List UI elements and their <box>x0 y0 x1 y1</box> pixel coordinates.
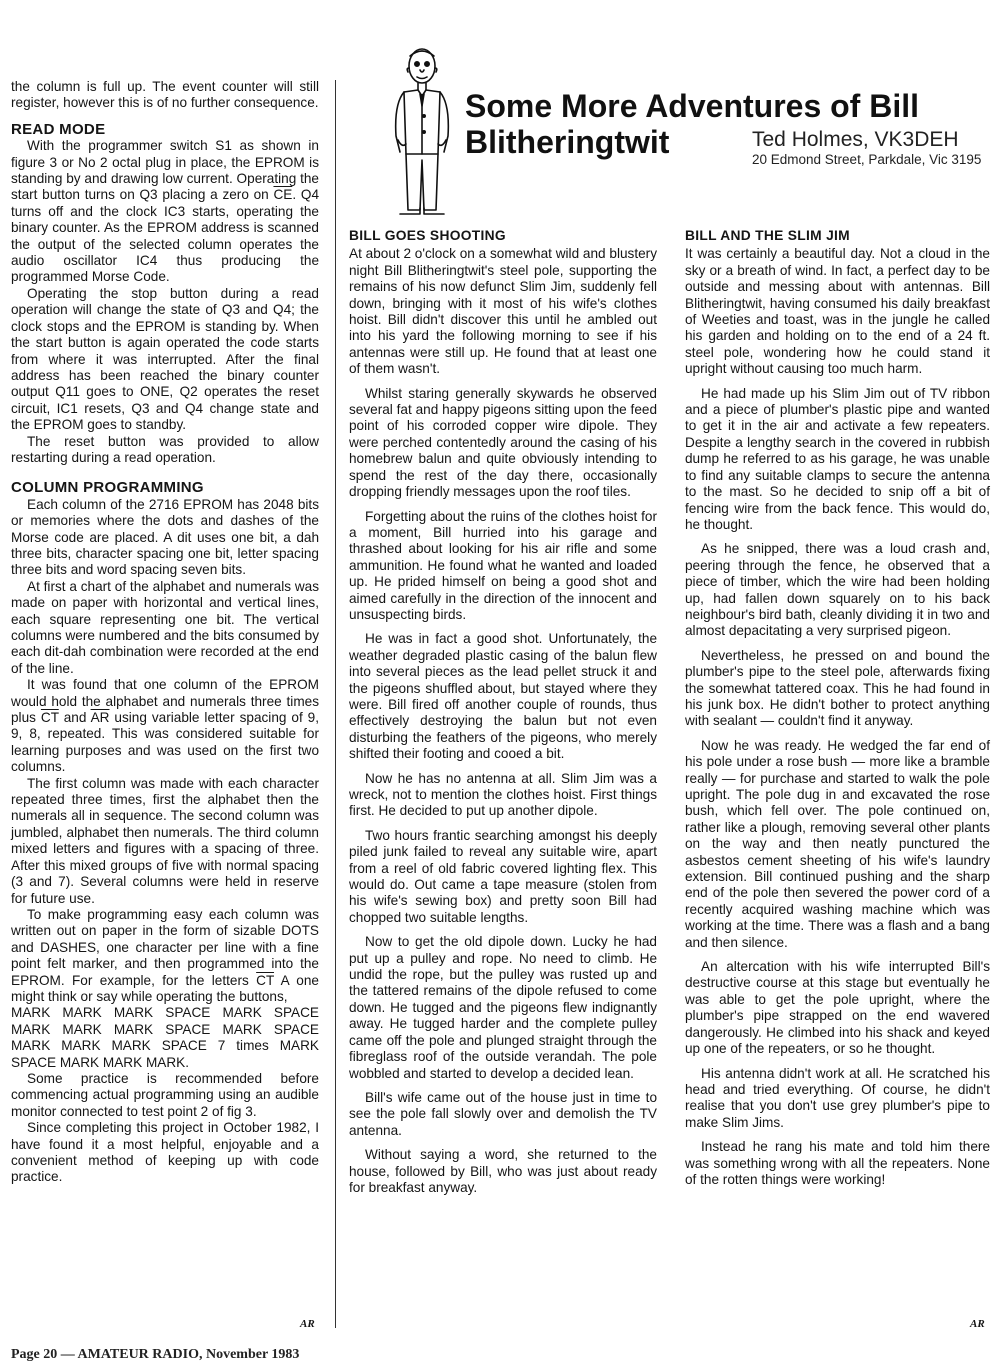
paragraph: Now he has no antenna at all. Slim Jim was a wreck, not to mention the clothes hoist. First things first. He decided to put up another dipole. <box>349 770 657 819</box>
paragraph: He was in fact a good shot. Unfortunately, the weather degraded plastic casing of the balun flew into several pieces as the lead pellet struck it and the pigeons shuffled about, but stayed where they were. Bill fired off another couple of rounds, thus effectively destroying the balun but not even disturbing the feathers of the pigeons, who merely shifted their footing and cooed a bit. <box>349 631 657 762</box>
paragraph: The reset button was provided to allow restarting during a read operation. <box>11 433 319 465</box>
paragraph: Operating the stop button during a read operation will change the state of Q3 and Q4; the clock stops and the EPROM is standing by. When the start button is again operated the code starts from where it was interrupted. After the final address has been reached the binary counter output Q11 goes to ONE, Q2 operates the reset circuit, IC1 resets, Q3 and Q4 change state and the EPROM goes to standby. <box>11 285 319 433</box>
paragraph: Some practice is recommended before commencing actual programming using an audible monitor connected to test point 2 of fig 3. <box>11 1070 319 1119</box>
paragraph: Forgetting about the ruins of the clothes hoist for a moment, Bill hurried into his garage and thrashed about looking for his air rifle and some ammunition. He found what he wanted and loaded up. He prided himself on being a good shot and aimed carefully in the direction of the innocent and unsuspecting birds. <box>349 508 657 622</box>
paragraph: At first a chart of the alphabet and numerals was made on paper with horizontal and vertical lines, each square representing one bit. The vertical columns were numbered and the bits consumed by each dit-dah combination were recorded at the end of the line. <box>11 578 319 676</box>
paragraph: Two hours frantic searching amongst his deeply piled junk failed to reveal any suitable wire, apart from a reel of old fabric covered lighting flex. This would do. Out came a tape measure (stolen from his wife's sewing box) and pretty soon Bill had chopped two suitable lengths. <box>349 827 657 925</box>
article-title: Some More Adventures of Bill Blitheringtwit <box>465 88 919 160</box>
paragraph: Since completing this project in October 1982, I have found it a most helpful, enjoyable and a convenient method of keeping up with code practice. <box>11 1120 319 1185</box>
author-address: 20 Edmond Street, Parkdale, Vic 3195 <box>752 152 982 167</box>
author-name: Ted Holmes, VK3DEH <box>752 128 959 151</box>
paragraph: Instead he rang his mate and told him there was something wrong with all the repeaters. None of the rotten things were working! <box>685 1139 990 1187</box>
paragraph: MARK MARK MARK SPACE MARK SPACE MARK MARK MARK SPACE MARK SPACE MARK MARK MARK SPACE 7 times MARK SPACE MARK MARK MARK. <box>11 1005 319 1070</box>
end-mark: AR <box>970 1318 985 1330</box>
page-footer: Page 20 — AMATEUR RADIO, November 1983 <box>11 1347 300 1362</box>
section-heading-column-programming: COLUMN PROGRAMMING <box>11 479 204 497</box>
paragraph: It was found that one column of the EPROM would hold the alphabet and numerals three times plus $\overline{CT}$ and $\overline{AR}$ using variable letter spacing of 9, 9, 8, repeated. This was considered suitable for learning purposes and was used on the first two columns. <box>11 677 320 775</box>
paragraph: Whilst staring generally skywards he observed several fat and happy pigeons sitting upon the feed point of his corroded copper wire dipole. They were perched contentedly around the casing of his homebrew balun and quite obviously intending to spend the rest of the day there, occasionally dropping friendly messages upon the roof tiles. <box>349 385 657 500</box>
paragraph: Bill's wife came out of the house just in time to see the pole fall slowly over and demolish the TV antenna. <box>349 1089 657 1138</box>
end-mark: AR <box>300 1318 315 1330</box>
paragraph: His antenna didn't work at all. He scratched his head and tried everything. Of course, he didn't realise that you don't use grey plumber's pipe to make Slim Jims. <box>685 1065 990 1130</box>
paragraph: Without saying a word, she returned to the house, followed by Bill, who was just about ready for breakfast anyway. <box>349 1147 657 1195</box>
paragraph: An altercation with his wife interrupted Bill's destructive course at this stage but eventually he was able to get the pole upright, where the plumber's pipe strapped on the end wavered dangerously. He climbed into his shack and keyed up one of the repeaters, or so he thought. <box>685 959 990 1057</box>
section-heading-read-mode: READ MODE <box>11 120 106 138</box>
paragraph: At about 2 o'clock on a somewhat wild and blustery night Bill Blitheringtwit's steel pole, supporting the remains of his now defunct Slim Jim, suddenly fell down, bringing with it most of his wife's clothes hoist. Bill didn't discover this until he ambled out into his yard the following morning to see if his antennas were still up. He found that at least one of them wasn't. <box>349 246 657 377</box>
column-right <box>685 228 990 1188</box>
paragraph: Nevertheless, he pressed on and bound the plumber's pipe to the steel pole, afterwards fixing the somewhat tattered coax. This he had found in his junk box. He didn't bother to protect anything with sealant — couldn't find it anyway. <box>685 647 990 729</box>
paragraph: He had made up his Slim Jim out of TV ribbon and a piece of plumber's plastic pipe and wanted to get it in the air and activate a few repeaters. Despite a lengthy search in the covered in rubbish dump he referred to as his garage, he was unable to find any suitable clamps to secure the antenna to the mast. So he decided to snip off a bit of fencing wire from the back fence. This would do, he thought. <box>685 385 990 532</box>
cartoon-man-illustration <box>380 44 460 220</box>
paragraph: With the programmer switch S1 as shown in figure 3 or No 2 octal plug in place, the EPROM is standing by and drawing low current. Operating the start button turns on Q3 placing a zero on $\overline{CE}$. Q4 turns off and the clock IC3 starts, operating the binary counter. As the EPROM address is scanned the output of the selected column operates the audio oscillator IC4 thus producing the programmed Morse Code. <box>11 138 319 285</box>
section-heading-bill-goes-shooting: BILL GOES SHOOTING <box>349 228 506 243</box>
column-middle <box>349 228 657 1196</box>
paragraph: It was certainly a beautiful day. Not a cloud in the sky or a breath of wind. In fact, a perfect day to be outside and messing about with antennas. Bill Blitheringtwit, having consumed his daily breakfast of Weeties and toast, was in the jungle he called his garden and holding on to the end of a 24 ft. steel pole, wondering how he could stand it upright without causing too much harm. <box>685 246 990 377</box>
section-heading-bill-and-the-slim-jim: BILL AND THE SLIM JIM <box>685 228 850 243</box>
paragraph: Each column of the 2716 EPROM has 2048 bits or memories where the dots and dashes of the Morse code are placed. A dit uses one bit, a dah three bits, character spacing one bit, letter spacing three bits and word spacing seven bits. <box>11 496 319 578</box>
paragraph: Now he was ready. He wedged the far end of his pole under a rose bush — more like a bramble really — for purchase and started to walk the pole upright. The pole dug in and excavated the rose bush, which fell over. The pole continued on, rather like a plough, removing several other plants on the way and then neatly punctured the asbestos cement sheeting of his wife's laundry extension. Bill continued pushing and the sharp end of the pole then severed the power cord of a recently acquired washing machine which was working at the time. There was a flash and a bang and then silence. <box>685 737 990 950</box>
paragraph: the column is full up. The event counter will still register, however this is of no further consequence. <box>11 79 319 111</box>
column-divider <box>335 80 336 1328</box>
paragraph: Now to get the old dipole down. Lucky he had put up a pulley and rope. No need to climb. He undid the rope, but the pulley was rusted up and the tattered remains of the dipole refused to come down. He tugged and the pigeons flew indignantly away. He tugged harder and the complete pulley came off the pole and plunged straight through the fibreglass roof of the outside verandah. The pole wobbled and started to develop a decided lean. <box>349 934 657 1081</box>
paragraph: To make programming easy each column was written out on paper in the form of sizable DOTS and DASHES, one character per line with a fine point felt marker, and then programmed into the EPROM. For example, for the letters $\overline{CT}$ A one might think or say while operating the buttons, <box>11 906 319 1004</box>
paragraph: The first column was made with each character repeated three times, first the alphabet then the numerals all in sequence. The second column was jumbled, alphabet then numerals. The third column mixed letters and figures with a spacing of three. After this mixed groups of five with normal spacing (3 and 7). Several columns were held in reserve for future use. <box>11 775 319 906</box>
column-left <box>11 79 319 1186</box>
paragraph: As he snipped, there was a loud crash and, peering through the fence, he observed that a piece of timber, which the wire had been holding up, had fallen down squarely on to his back neighbour's bird bath, cleanly dividing it in two and almost depacitating a very surprised pigeon. <box>685 541 990 639</box>
